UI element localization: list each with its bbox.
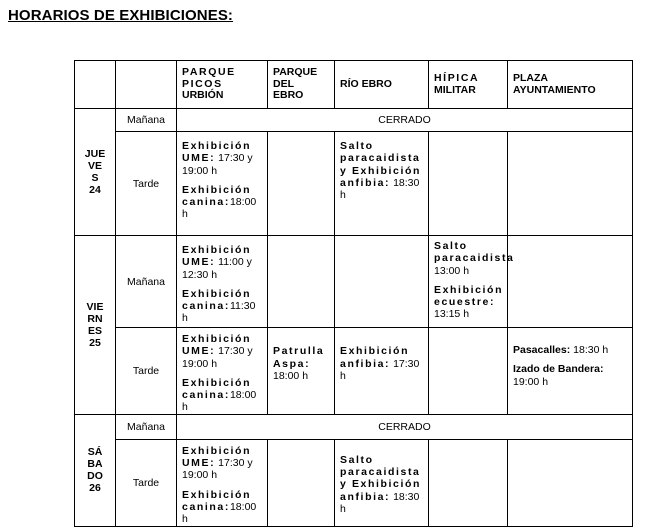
header-rio-ebro: [335, 61, 429, 109]
cell-empty: [429, 132, 508, 236]
cell-empty: [335, 236, 429, 328]
cell-jueves-tarde-rio: [335, 132, 429, 236]
header-line: AYUNTAMIENTO: [513, 83, 596, 96]
header-parque-del-ebro: [268, 61, 335, 109]
day-jueves: JUE VE S 24: [75, 109, 116, 236]
closed-label: CERRADO: [177, 109, 633, 132]
event-izado-bandera: Izado de Bandera: 19:00 h: [513, 363, 604, 388]
header-line: HÍPICA: [434, 72, 480, 84]
header-line: EBRO: [273, 89, 304, 102]
cell-sabado-tarde-picos: [177, 439, 268, 526]
cell-viernes-manana-hipica: [429, 236, 515, 328]
period-manana: Mañana: [116, 236, 177, 328]
header-line: RÍO EBRO: [340, 77, 392, 90]
day-sabado: SÁ BA DO 26: [75, 414, 116, 526]
header-line: PICOS: [182, 77, 223, 90]
event-canina: Exhibición canina:18:00 h: [182, 183, 257, 221]
row-viernes-manana: [75, 236, 633, 328]
cell-empty: [508, 236, 633, 328]
event-canina: Exhibición canina:11:30 h: [182, 287, 256, 325]
header-line: MILITAR: [434, 83, 476, 96]
event-canina: Exhibición canina:18:00 h: [182, 488, 257, 526]
event-salto-anfibia: Salto paracaidista y Exhibición anfibia: 18:30 h: [340, 453, 422, 515]
period-tarde: Tarde: [116, 439, 177, 526]
header-line: PARQUE: [182, 66, 236, 79]
cell-jueves-tarde-picos: [177, 132, 268, 236]
cell-empty: [429, 328, 508, 415]
day-viernes: VIE RN ES 25: [75, 236, 116, 415]
header-line: DEL: [273, 77, 294, 90]
period-manana: Mañana: [116, 109, 177, 132]
cell-empty: [268, 439, 335, 526]
header-empty-day: [75, 61, 116, 109]
cell-empty: [508, 439, 633, 526]
cell-viernes-tarde-parque-ebro: [268, 328, 335, 415]
event-canina: Exhibición canina:18:00 h: [182, 376, 257, 414]
event-salto-anfibia: Salto paracaidista y Exhibición anfibia: 18:30 h: [340, 140, 422, 202]
header-hipica-militar: [429, 61, 508, 109]
cell-empty: [268, 236, 335, 328]
period-manana: Mañana: [116, 414, 177, 439]
schedule-table: [74, 60, 633, 527]
row-sabado-manana: [75, 414, 633, 439]
header-row: [75, 61, 633, 109]
event-ume: Exhibición UME: 11:00 y 12:30 h: [182, 244, 252, 281]
cell-viernes-tarde-rio: [335, 328, 429, 415]
cell-empty: [429, 439, 508, 526]
header-line: URBIÓN: [182, 89, 224, 102]
header-plaza-ayuntamiento: [508, 61, 633, 109]
event-pasacalles: Pasacalles: 18:30 h: [513, 343, 609, 356]
event-ume: Exhibición UME: 17:30 y 19:00 h: [182, 140, 253, 177]
closed-label: CERRADO: [177, 414, 633, 439]
event-ume: Exhibición UME: 17:30 y 19:00 h: [182, 333, 253, 370]
event-anfibia: Exhibición anfibia: 17:30 h: [340, 345, 420, 383]
cell-sabado-tarde-rio: [335, 439, 429, 526]
header-empty-period: [116, 61, 177, 109]
row-sabado-tarde: [75, 439, 633, 526]
cell-empty: [268, 132, 335, 236]
row-jueves-tarde: [75, 132, 633, 236]
cell-viernes-tarde-picos: [177, 328, 268, 415]
period-tarde: Tarde: [116, 328, 177, 415]
event-salto-paracaidista: Salto paracaidista 13:00 h: [434, 240, 515, 277]
cell-viernes-manana-picos: [177, 236, 268, 328]
cell-empty: [508, 132, 633, 236]
event-patrulla-aspa: Patrulla Aspa: 18:00 h: [273, 345, 325, 383]
event-ume: Exhibición UME: 17:30 y 19:00 h: [182, 444, 253, 482]
row-viernes-tarde: [75, 328, 633, 415]
header-line: PLAZA: [513, 72, 548, 84]
header-line: PARQUE: [273, 66, 318, 79]
event-ecuestre: Exhibición ecuestre: 13:15 h: [434, 283, 504, 321]
header-parque-picos-urbion: [177, 61, 268, 109]
period-tarde: Tarde: [116, 132, 177, 236]
cell-viernes-tarde-plaza: [508, 328, 633, 415]
page-title: HORARIOS DE EXHIBICIONES:: [8, 7, 234, 24]
row-jueves-manana: [75, 109, 633, 132]
